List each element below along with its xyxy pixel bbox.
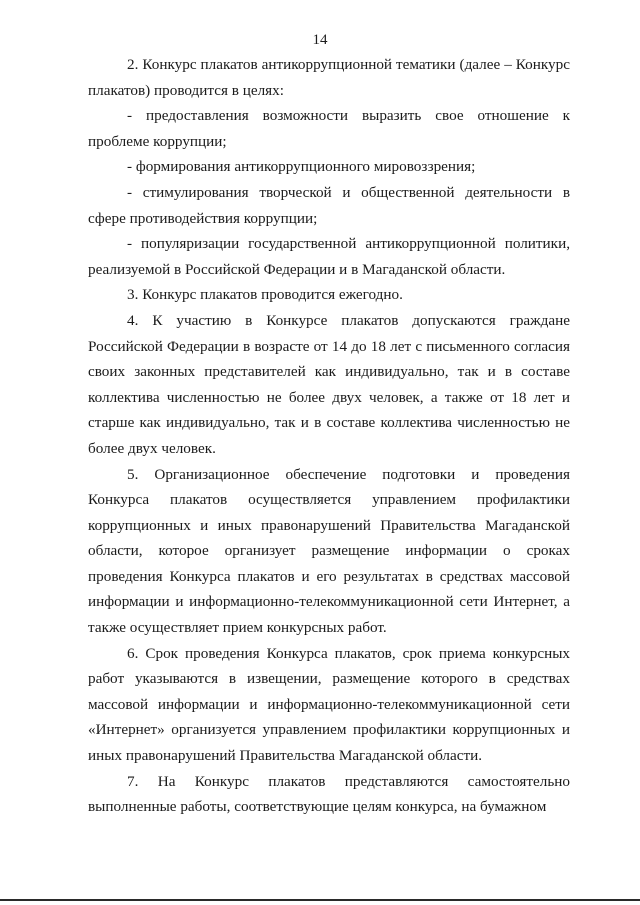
paragraph-6-deadlines: 6. Срок проведения Конкурса плакатов, срок приема конкурсных работ указываются в извещении, размещение которого в средствах массовой информации и информационно-телекоммуникационной сети «Интернет» организуется управлением профилактики коррупционных и иных правонарушений Правительства Магаданской области.	[88, 644, 570, 765]
list-item-worldview-formation: - формирования антикоррупционного мировоззрения;	[127, 158, 476, 176]
paragraph-4-participants: 4. К участию в Конкурсе плакатов допускаются граждане Российской Федерации в возрасте от 14 до 18 лет с письменного согласия своих законных представителей как индивидуально, так и в составе коллектива численностью не более двух человек, а также от 18 лет и старше как индивидуально, так и в составе коллектива численностью не более двух человек.	[88, 311, 570, 457]
list-item-creative-stimulation: - стимулирования творческой и общественной деятельности в сфере противодействия коррупции;	[88, 183, 570, 227]
paragraph-7-submissions: 7. На Конкурс плакатов представляются самостоятельно выполненные работы, соответствующие целям конкурса, на бумажном	[88, 772, 570, 816]
list-item-policy-popularization: - популяризации государственной антикоррупционной политики, реализуемой в Российской Федерации и в Магаданской области.	[88, 235, 570, 278]
document-body	[88, 52, 570, 820]
scan-bottom-edge	[0, 899, 640, 901]
paragraph-2-purpose-intro: 2. Конкурс плакатов антикоррупционной тематики (далее – Конкурс плакатов) проводится в целях:	[88, 56, 570, 99]
paragraph-5-organization: 5. Организационное обеспечение подготовки и проведения Конкурса плакатов осуществляется управлением профилактики коррупционных и иных правонарушений Правительства Магаданской области, которое организует размещение информации о сроках проведения Конкурса плакатов и его результатах в средствах массовой информации и информационно-телекоммуникационной сети Интернет, а также осуществляет прием конкурсных работ.	[88, 465, 570, 637]
page-number: 14	[312, 32, 328, 48]
list-item-expression-opportunity: - предоставления возможности выразить свое отношение к проблеме коррупции;	[88, 107, 570, 150]
paragraph-3-annual: 3. Конкурс плакатов проводится ежегодно.	[127, 286, 403, 304]
